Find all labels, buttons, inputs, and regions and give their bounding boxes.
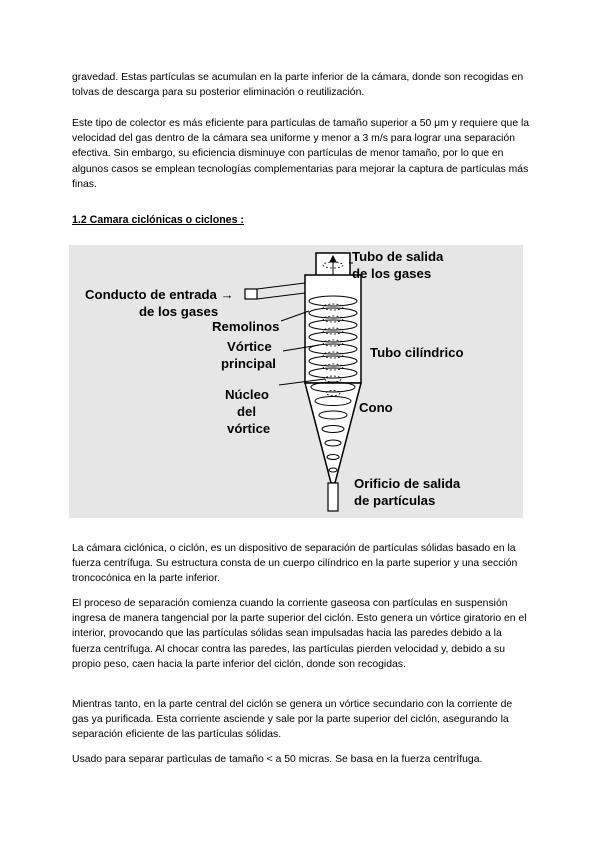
gas-inlet-duct	[245, 289, 257, 299]
label-main-vortex-line2: principal	[221, 356, 276, 371]
label-outlet-line1: Tubo de salida	[352, 249, 444, 264]
paragraph-6: Usado para separar partìculas de tamaño < a 50 micras. Se basa en la fuerza centrÌfuga.	[72, 754, 483, 765]
section-heading: 1.2 Camara ciclónicas o ciclones :	[72, 214, 244, 226]
label-outlet-line2: de los gases	[352, 266, 432, 281]
paragraph-3: La cámara ciclónica, o ciclón, es un dispositivo de separación de partículas sólidas basado en la fuerza centrífuga. Su estructura consta de un cuerpo cilíndrico en la parte superior y una sección troncocónica en la parte inferior.	[72, 543, 518, 585]
label-core-line2: del	[237, 404, 257, 419]
label-core-line3: vórtice	[227, 421, 271, 436]
label-inlet-line1: Conducto de entrada →	[85, 287, 234, 302]
paragraph-1: gravedad. Estas partículas se acumulan en la parte inferior de la cámara, donde son recogidas en tolvas de descarga para su posterior eliminación o reutilización.	[72, 72, 524, 99]
cylinder-body	[305, 275, 361, 383]
label-cylinder: Tubo cilíndrico	[370, 345, 464, 360]
paragraph-5: Mientras tanto, en la parte central del ciclón se genera un vórtice secundario con la corriente de gas ya purificada. Esta corriente asciende y sale por la parte superior del ciclón, asegurando la separación eficiente de las partículas sólidas.	[72, 699, 513, 741]
label-eddies: Remolinos	[212, 319, 280, 334]
cyclone-diagram	[69, 245, 523, 518]
paragraph-4: El proceso de separación comienza cuando la corriente gaseosa con partículas en suspensión ingresa de manera tangencial por la parte superior del ciclón. Esto genera un vórtice giratorio en el interior, provocando que las partículas sólidas sean impulsadas hacia las paredes debido a la fuerza centrífuga. Al chocar contra las paredes, las partículas pierden velocidad y, debido a su propio peso, caen hacia la parte inferior del ciclón, donde son recogidas.	[72, 598, 527, 670]
label-particle-outlet-line1: Orificio de salida	[354, 476, 461, 491]
label-inlet-line2: de los gases	[139, 304, 219, 319]
label-core-line1: Núcleo	[225, 387, 269, 402]
label-cone: Cono	[359, 400, 393, 415]
paragraph-2: Este tipo de colector es más eficiente para partículas de tamaño superior a 50 μm y requiere que la velocidad del gas dentro de la cámara sea uniforme y menor a 3 m/s para lograr una separación efectiva. Sin embargo, su eficiencia disminuye con partículas de menor tamaño, por lo que en algunos casos se emplean tecnologías complementarias para mejorar la captura de partículas más finas.	[72, 118, 530, 190]
label-main-vortex-line1: Vórtice	[227, 339, 272, 354]
particle-outlet	[328, 483, 338, 511]
label-particle-outlet-line2: de partículas	[354, 493, 436, 508]
